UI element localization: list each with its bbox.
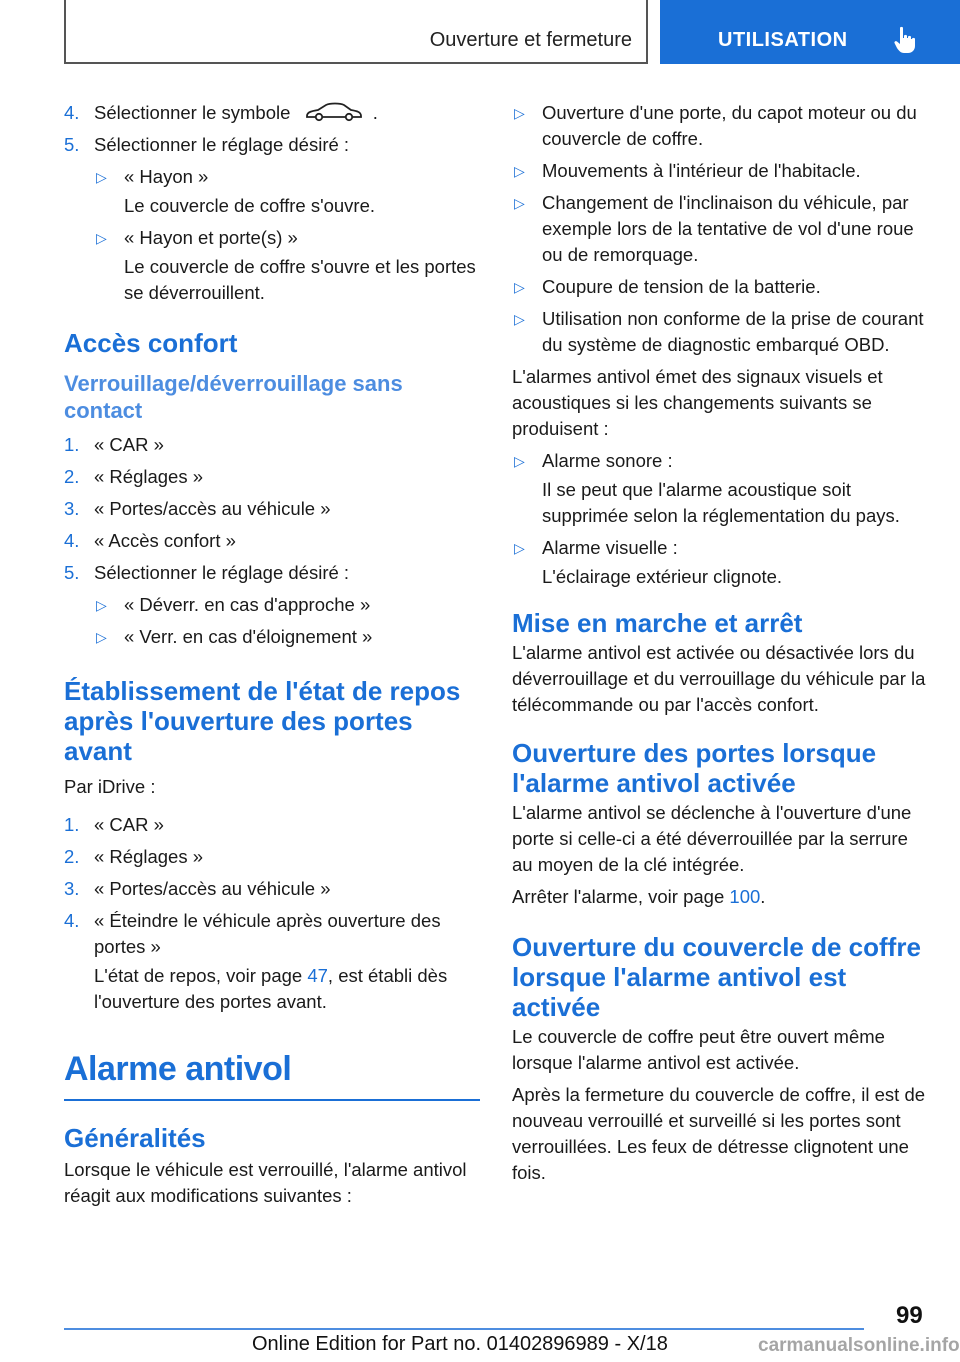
header-section-frame: [64, 0, 648, 64]
list-item: 5. Sélectionner le réglage désiré :: [64, 134, 350, 155]
triangle-bullet-icon: ▷: [514, 105, 525, 121]
header-chapter-tab: [660, 0, 960, 64]
heading-verrouillage: Verrouillage/déverrouillage sans contact: [64, 371, 403, 423]
repos-note: L'état de repos, voir page 47, est établi dès l'ouverture des portes avant.: [94, 965, 448, 1012]
list-item: 4. Sélectionner le symbole .: [64, 102, 378, 123]
car-symbol-icon: [304, 101, 364, 123]
general-text: Lorsque le véhicule est verrouillé, l'alarme antivol réagit aux modifications suivantes :: [64, 1159, 467, 1206]
options-sublist: [64, 164, 480, 306]
page-header: [0, 0, 960, 66]
triangle-bullet-icon: ▷: [514, 163, 525, 179]
header-chapter-title: UTILISATION: [718, 29, 848, 51]
heading-mise-en-marche: Mise en marche et arrêt: [512, 608, 803, 638]
list-item: ▷ Alarme sonore : Il se peut que l'alarme acoustique soit supprimée selon la réglementation du pays.: [514, 450, 900, 526]
heading-ouverture-portes: Ouverture des portes lorsque l'alarme antivol activée: [512, 738, 877, 798]
left-column: [64, 100, 480, 1209]
heading-ouverture-coffre: Ouverture du couvercle de coffre lorsque l'alarme antivol est activée: [512, 932, 921, 1022]
list-item: 1. « CAR »: [64, 814, 164, 835]
acces-steps: [64, 432, 480, 586]
signals-text: L'alarmes antivol émet des signaux visuels et acoustiques si les changements suivants se produisent :: [512, 366, 883, 439]
list-item: 3. « Portes/accès au véhicule »: [64, 878, 331, 899]
list-item: ▷ « Hayon et porte(s) » Le couvercle de coffre s'ouvre et les portes se déverrouillent.: [96, 227, 476, 303]
list-item: 2. « Réglages »: [64, 466, 204, 487]
ouv-portes-text: L'alarme antivol se déclenche à l'ouverture d'une porte si celle-ci a été déverrouillée par la serrure au moyen de la clé intégrée.: [512, 802, 912, 875]
list-item: ▷ Alarme visuelle : L'éclairage extérieur clignote.: [514, 537, 783, 587]
heading-generalites: Généralités: [64, 1123, 206, 1153]
triangle-bullet-icon: ▷: [514, 453, 525, 469]
triangle-bullet-icon: ▷: [96, 169, 107, 185]
triangle-bullet-icon: ▷: [96, 629, 107, 645]
footer-edition: Online Edition for Part no. 01402896989 - X/18: [252, 1333, 668, 1355]
triangle-bullet-icon: ▷: [96, 597, 107, 613]
acces-options-sublist: [64, 592, 480, 650]
list-item: 2. « Réglages »: [64, 846, 204, 867]
triangle-bullet-icon: ▷: [514, 279, 525, 295]
list-item: ▷ « Verr. en cas d'éloignement »: [94, 624, 480, 650]
arreter-text: Arrêter l'alarme, voir page 100.: [512, 886, 766, 907]
header-section-title: Ouverture et fermeture: [429, 29, 632, 51]
mise-text: L'alarme antivol est activée ou désactivée lors du déverrouillage et du verrouillage du véhicule par la télécommande ou par l'accès confort.: [512, 642, 926, 715]
list-item: ▷ Coupure de tension de la batterie.: [512, 274, 928, 300]
triangle-bullet-icon: ▷: [96, 230, 107, 246]
page-link-100[interactable]: 100: [729, 886, 761, 907]
changes-list: [512, 100, 928, 358]
list-item: ▷ « Déverr. en cas d'approche »: [94, 592, 480, 618]
list-item: ▷ Ouverture d'une porte, du capot moteur ou du couvercle de coffre.: [514, 102, 917, 149]
list-item: ▷ Mouvements à l'intérieur de l'habitacle.: [512, 158, 928, 184]
triangle-bullet-icon: ▷: [514, 195, 525, 211]
right-column: [512, 100, 928, 1186]
footer-rule: [64, 1328, 864, 1330]
pointing-hand-icon: [894, 26, 916, 54]
list-item: 5. Sélectionner le réglage désiré :: [64, 562, 350, 583]
repos-steps: [64, 812, 480, 1015]
list-item: 1. « CAR »: [64, 434, 164, 455]
list-item: ▷ « Hayon » Le couvercle de coffre s'ouvre.: [96, 166, 376, 216]
page-number: 99: [896, 1302, 923, 1329]
list-item: ▷ Changement de l'inclinaison du véhicule, par exemple lors de la tentative de vol d'une roue ou de remorquage.: [514, 192, 914, 265]
coffre-text-2: Après la fermeture du couvercle de coffre, il est de nouveau verrouillé et surveillé si les portes sont verrouillées. Les feux de détresse clignotent une fois.: [512, 1084, 926, 1183]
triangle-bullet-icon: ▷: [514, 311, 525, 327]
list-item: 4. « Éteindre le véhicule après ouverture des portes » L'état de repos, voir page 47, est établi dès l'ouverture des portes avant.: [64, 908, 480, 1015]
list-item: 3. « Portes/accès au véhicule »: [64, 498, 331, 519]
heading-alarme-antivol: Alarme antivol: [64, 1050, 292, 1088]
page-link-47[interactable]: 47: [307, 965, 328, 986]
list-item: 4. « Accès confort »: [64, 530, 236, 551]
list-item: ▷ Utilisation non conforme de la prise de courant du système de diagnostic embarqué OBD.: [514, 308, 924, 355]
symbol-steps: [64, 100, 480, 158]
triangle-bullet-icon: ▷: [514, 540, 525, 556]
heading-rule: [64, 1099, 480, 1101]
coffre-text-1: Le couvercle de coffre peut être ouvert même lorsque l'alarme antivol est activée.: [512, 1026, 885, 1073]
alarms-list: [512, 448, 928, 590]
heading-etat-repos: Établissement de l'état de repos après l'ouverture des portes avant: [64, 676, 461, 766]
heading-acces-confort: Accès confort: [64, 328, 238, 358]
par-idrive: Par iDrive :: [64, 776, 156, 797]
watermark: carmanualsonline.info: [758, 1335, 960, 1356]
